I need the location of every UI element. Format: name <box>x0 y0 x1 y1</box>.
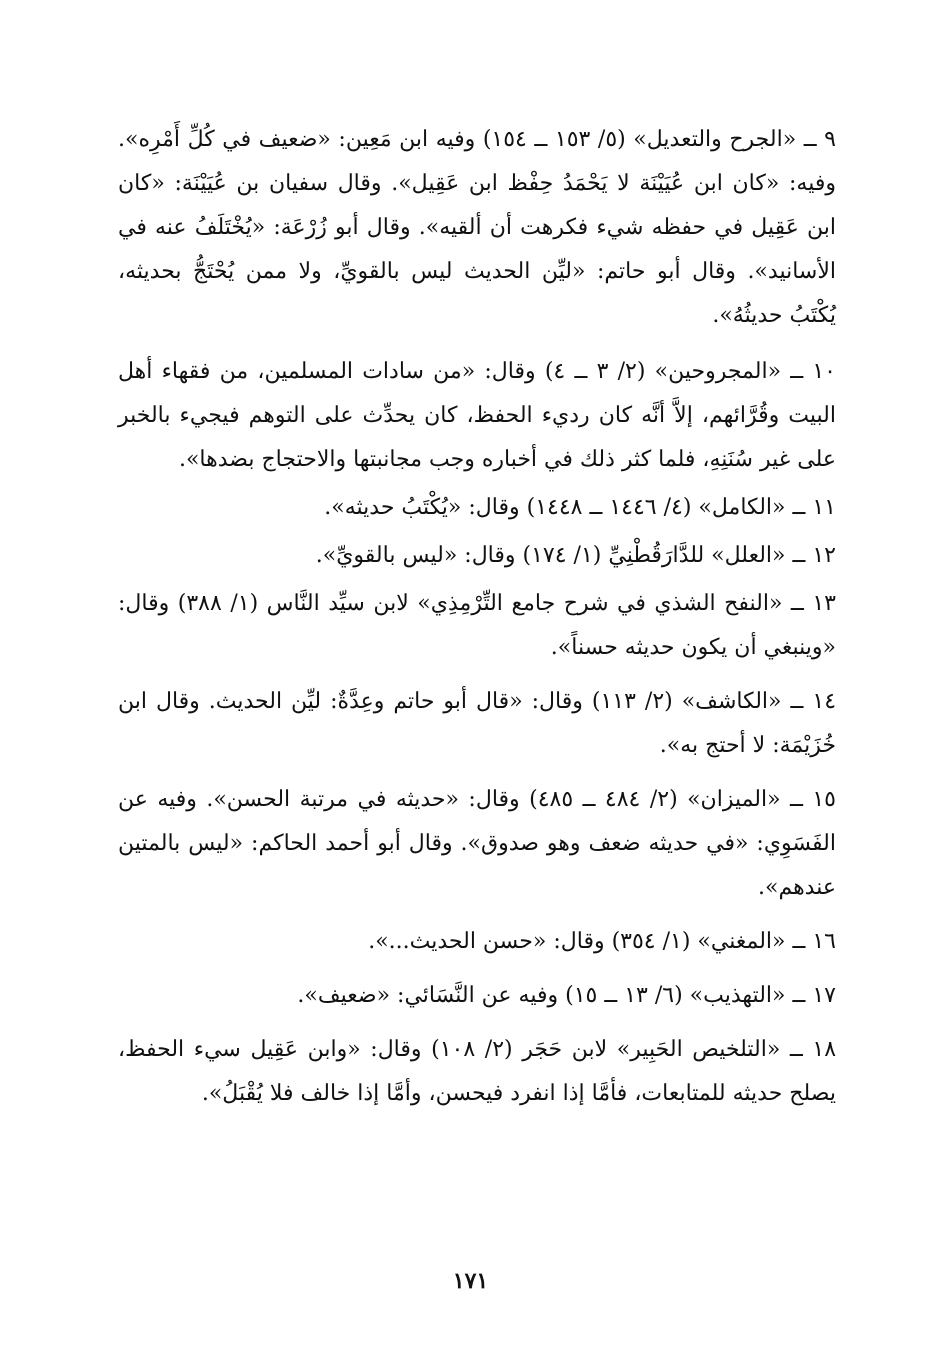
entry-15: ١٥ ــ «الميزان» (٢/ ٤٨٤ ــ ٤٨٥) وقال: «حديثه في مرتبة الحسن». وفيه عن الفَسَوِي: «في حديثه ضعف وهو صدوق». وقال أبو أحمد الحاكم: «ليس بالمتين عندهم». <box>118 787 836 900</box>
entry-12: ١٢ ــ «العلل» للدَّارَقُطْنِيِّ (١/ ١٧٤) وقال: «ليس بالقويِّ». <box>315 543 836 568</box>
entry-14: ١٤ ــ «الكاشف» (٢/ ١١٣) وقال: «قال أبو حاتم وعِدَّةٌ: ليِّن الحديث. وقال ابن خُزَيْمَة: لا أحتج به». <box>118 689 837 758</box>
entry-9: ٩ ــ «الجرح والتعديل» (٥/ ١٥٣ ــ ١٥٤) وفيه ابن مَعِين: «ضعيف في كُلِّ أَمْرِه». وفيه: «كان ابن عُيَيْنَة لا يَحْمَدُ حِفْظ ابن عَقِيل». وقال سفيان بن عُيَيْنَة: «كان ابن عَقِيل في حفظه شيء فكرهت أن ألقيه». وقال أبو زُرْعَة: «يُخْتَلَفُ عنه في الأسانيد». وقال أبو حاتم: «ليِّن الحديث ليس بالقويِّ، ولا ممن يُحْتَجُّ بحديثه، يُكْتَبُ حديثُهُ». <box>118 127 836 328</box>
entry-11: ١١ ــ «الكامل» (٤/ ١٤٤٦ ــ ١٤٤٨) وقال: «يُكْتَبُ حديثه». <box>324 495 836 520</box>
entry-10: ١٠ ــ «المجروحين» (٢/ ٣ ــ ٤) وقال: «من سادات المسلمين، من فقهاء أهل البيت وقُرَّائهم، إلاَّ أنَّه كان رديء الحفظ، كان يحدِّث على التوهم فيجيء بالخبر على غير سُنَنِهِ، فلما كثر ذلك في أخباره وجب مجانبتها والاحتجاج بضدها». <box>118 359 836 472</box>
entry-13: ١٣ ــ «النفح الشذي في شرح جامع التِّرْمِذِي» لابن سيِّد النَّاس (١/ ٣٨٨) وقال: «وينبغي أن يكون حديثه حسناً». <box>118 591 836 660</box>
entry-18: ١٨ ــ «التلخيص الحَبِير» لابن حَجَر (٢/ ١٠٨) وقال: «وابن عَقِيل سيء الحفظ، يصلح حديثه للمتابعات، فأمَّا إذا انفرد فيحسن، وأمَّا إذا خالف فلا يُقْبَلُ». <box>118 1037 837 1106</box>
page-number: ١٧١ <box>452 1268 489 1294</box>
main-text <box>118 118 864 1116</box>
entry-16: ١٦ ــ «المغني» (١/ ٣٥٤) وقال: «حسن الحديث...». <box>368 929 836 954</box>
entry-17: ١٧ ــ «التهذيب» (٦/ ١٣ ــ ١٥) وفيه عن النَّسَائي: «ضعيف». <box>297 983 836 1008</box>
